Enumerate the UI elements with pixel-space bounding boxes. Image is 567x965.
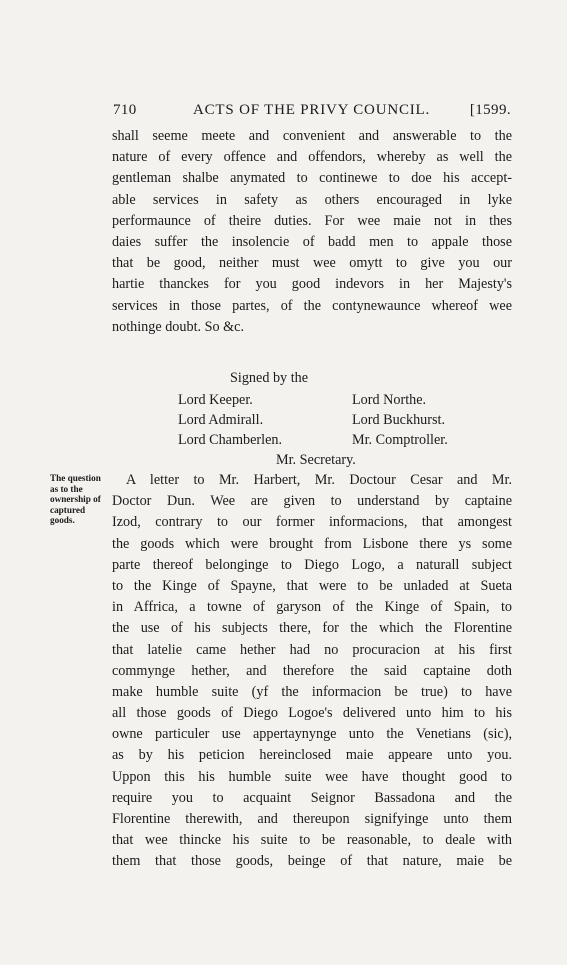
text-line: nothinge doubt. So &c. [112,318,245,335]
signatory-left: Lord Chamberlen. [178,432,283,448]
text-line: Florentine therewith, and thereupon signifyinge unto them [112,811,512,827]
text-line: A letter to Mr. Harbert, Mr. Doctour Cesar and Mr. [126,472,512,488]
text-line: all those goods of Diego Logoe's delivered unto him to his [112,705,512,722]
text-line: services in those partes, of the contynewaunce whereof wee [112,297,512,314]
text-line: nature of every offence and offendors, whereby as well the [112,149,512,166]
running-year: [1599. [469,102,511,118]
text-line: owne particuler use appertaynynge unto the Venetians (sic), [112,726,512,743]
signatory-right: Mr. Comptroller. [352,432,448,448]
text-line: shall seeme meete and convenient and answerable to the [112,128,512,144]
text-line: commynge hether, and therefore the said captaine doth [112,662,512,679]
page-number: 710 [113,102,137,118]
margin-note-line: as to the [50,483,83,494]
margin-note [50,473,120,526]
text-line: them that those goods, beinge of that nature, maie be [112,853,512,870]
signatory-left: Lord Keeper. [178,392,253,408]
text-line: daies suffer the insolencie of badd men to appale those [112,233,512,250]
margin-note-line: ownership of [50,494,101,504]
margin-note-line: goods. [50,515,75,525]
text-line: parte thereof belonginge to Diego Logo, a naturall subject [112,556,512,573]
text-line: to the Kinge of Spayne, that were to be unladed at Sueta [112,577,512,594]
text-line: able services in safety as others encouraged in lyke [112,191,512,208]
text-line: Doctor Dun. Wee are given to understand by captaine [112,493,512,510]
text-line: gentleman shalbe anymated to continewe to doe his accept- [112,170,512,187]
signatory-bottom: Mr. Secretary. [276,452,356,468]
signatory-right: Lord Buckhurst. [352,412,445,428]
text-line: in Affrica, a towne of garyson of the Kinge of Spain, to [112,599,512,616]
text-line: Izod, contrary to our former informacions, that amongest [112,514,512,531]
margin-note-line: captured [50,504,86,515]
margin-note-line: The question [50,473,101,483]
running-title: ACTS OF THE PRIVY COUNCIL. [193,102,431,118]
paragraph-continuation [112,126,512,338]
signatory-left: Lord Admirall. [178,412,264,428]
signatory-right: Lord Northe. [352,392,427,408]
text-line: that latelie came hether had no procuracion at his first [112,641,512,658]
paragraph-letter [112,470,512,873]
text-line: that wee thincke his suite to be reasonable, to deale with [112,832,512,849]
text-line: Uppon this his humble suite wee have thought good to [112,768,512,785]
signed-heading: Signed by the [230,370,309,386]
text-line: as by his peticion hereinclosed maie appeare unto you. [112,747,512,764]
text-line: require you to acquaint Seignor Bassadona and the [112,789,512,806]
text-line: performaunce of theire duties. For wee maie not in thes [112,212,512,229]
text-line: make humble suite (yf the informacion be true) to have [112,683,512,700]
text-line: that be good, neither must wee omytt to give you our [112,255,512,272]
text-line: hartie thanckes for you good indevors in her Majesty's [112,276,512,293]
text-line: the use of his subjects there, for the which the Florentine [112,620,512,637]
text-line: the goods which were brought from Lisbone there ys some [112,535,512,552]
